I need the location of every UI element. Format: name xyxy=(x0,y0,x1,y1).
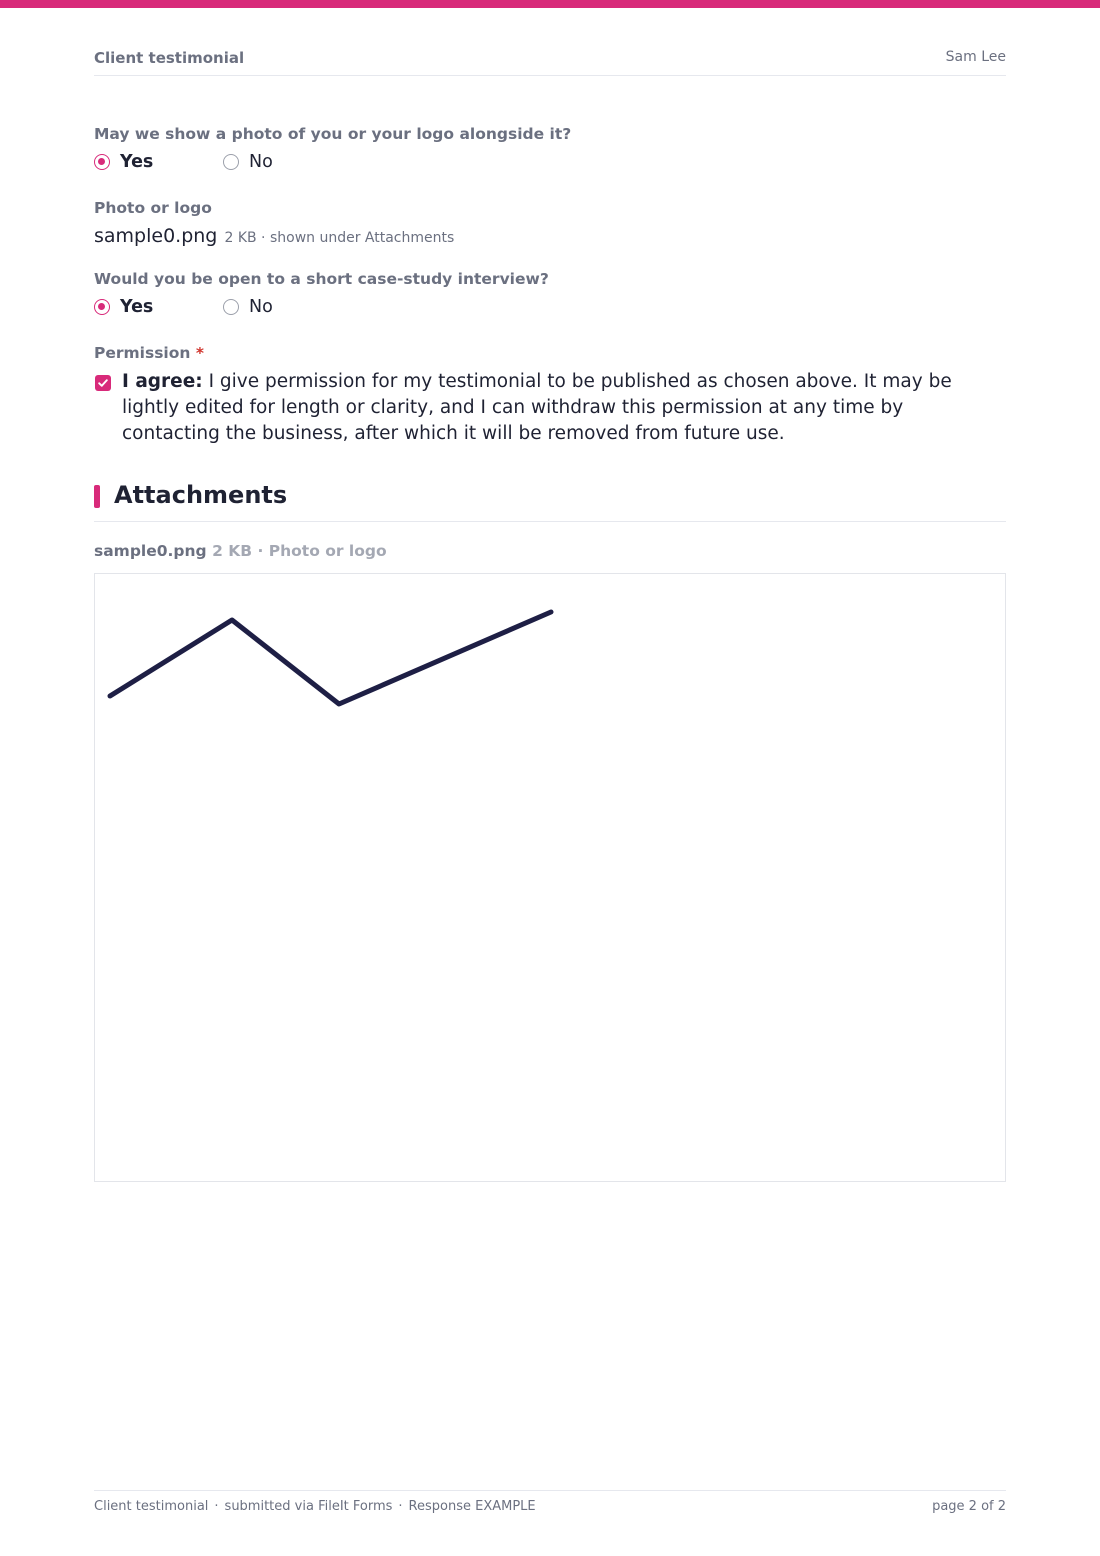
attachments-title: Attachments xyxy=(114,481,288,509)
form-title: Client testimonial xyxy=(94,49,245,67)
radio-selected-icon xyxy=(94,299,110,315)
photo-permission-yes-radio[interactable] xyxy=(94,150,153,174)
attachment-caption xyxy=(94,542,387,560)
footer-response: Response EXAMPLE xyxy=(408,1499,536,1514)
agree-label: I agree: xyxy=(122,371,203,392)
permission-label xyxy=(94,344,204,362)
section-accent-bar xyxy=(94,485,100,508)
case-study-yes-radio[interactable] xyxy=(94,295,153,319)
respondent-name: Sam Lee xyxy=(945,49,1006,65)
photo-permission-label: May we show a photo of you or your logo alongside it? xyxy=(94,125,572,143)
radio-label: Yes xyxy=(120,297,154,317)
attachment-image xyxy=(95,574,1005,1181)
top-accent-bar xyxy=(0,0,1100,8)
page-footer xyxy=(94,1490,1006,1520)
footer-via: submitted via FileIt Forms xyxy=(224,1499,393,1514)
permission-label-text: Permission xyxy=(94,344,191,362)
permission-text xyxy=(122,369,992,447)
photo-file-name[interactable]: sample0.png xyxy=(94,225,218,247)
photo-permission-no-radio[interactable] xyxy=(223,150,273,174)
page-header xyxy=(94,48,1006,76)
attachments-section-header xyxy=(94,480,1006,522)
attachment-image-preview[interactable] xyxy=(94,573,1006,1182)
case-study-label: Would you be open to a short case-study interview? xyxy=(94,270,549,288)
radio-empty-icon xyxy=(223,299,239,315)
attachment-file-name: sample0.png xyxy=(94,542,207,560)
radio-label: Yes xyxy=(120,152,154,172)
photo-or-logo-label: Photo or logo xyxy=(94,199,212,217)
radio-label: No xyxy=(249,152,273,172)
photo-file-meta: 2 KB · shown under Attachments xyxy=(224,230,455,246)
attachment-meta: 2 KB · Photo or logo xyxy=(212,542,387,560)
page-number: page 2 of 2 xyxy=(932,1499,1006,1514)
footer-separator: · xyxy=(398,1499,403,1514)
footer-info xyxy=(94,1499,536,1514)
footer-separator: · xyxy=(214,1499,219,1514)
permission-checkbox[interactable] xyxy=(95,375,111,391)
checkmark-icon xyxy=(97,377,109,389)
footer-form-name: Client testimonial xyxy=(94,1499,209,1514)
radio-empty-icon xyxy=(223,154,239,170)
sketch-stroke xyxy=(110,612,551,704)
photo-file-entry xyxy=(94,225,454,247)
permission-statement: I give permission for my testimonial to be published as chosen above. It may be lightly edited for length or clarity, and I can withdraw this permission at any time by contacting the business, after which it will be removed from future use. xyxy=(122,371,952,444)
required-marker: * xyxy=(195,344,204,362)
case-study-no-radio[interactable] xyxy=(223,295,273,319)
radio-selected-icon xyxy=(94,154,110,170)
radio-label: No xyxy=(249,297,273,317)
